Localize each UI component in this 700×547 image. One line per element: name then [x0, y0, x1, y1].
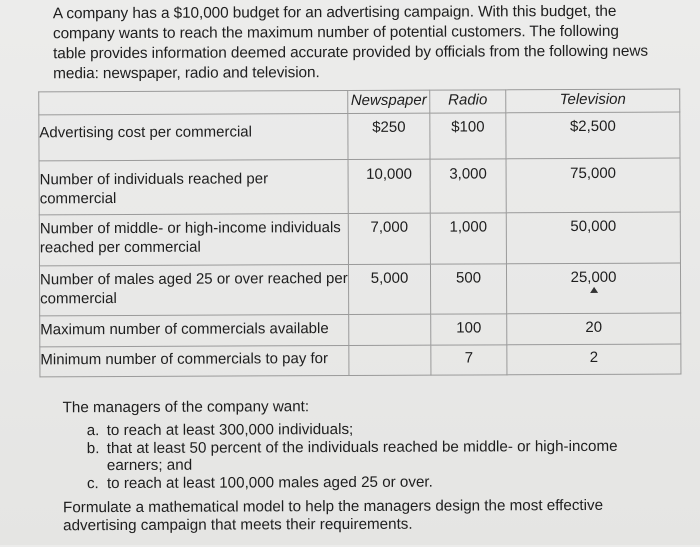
list-marker: a. — [86, 422, 100, 440]
list-item-text: to reach at least 100,000 males aged 25 or over. — [106, 473, 433, 493]
row-label-reach: Number of individuals reached per commercial — [39, 160, 348, 215]
requirements-list — [87, 420, 647, 493]
list-item-text: that at least 50 percent of the individuals reached be middle- or high-income earners; and — [106, 437, 618, 475]
list-item — [87, 420, 647, 439]
cell-television-min: 2 — [507, 344, 681, 375]
table-row — [39, 212, 680, 266]
row-label-min: Minimum number of commercials to pay for — [40, 346, 349, 377]
table-row — [39, 158, 680, 215]
cell-television-cost: $2,500 — [506, 112, 680, 159]
cell-radio-min: 7 — [431, 345, 507, 375]
task-paragraph: Formulate a mathematical model to help the managers design the most effective advertising campaign that meets their requirements. — [62, 496, 604, 535]
cell-newspaper-males: 5,000 — [348, 264, 430, 314]
list-item — [87, 438, 647, 474]
header-newspaper: Newspaper — [348, 90, 430, 113]
row-label-max: Maximum number of commercials available — [40, 315, 349, 347]
table-row — [39, 263, 680, 316]
cell-television-reach: 75,000 — [506, 158, 680, 213]
table-row — [39, 112, 680, 161]
cell-radio-reach: 3,000 — [430, 159, 506, 213]
cell-television-males-value: 25,000 — [570, 268, 617, 287]
table-header-row — [39, 89, 680, 115]
cursor-arrow-icon — [590, 287, 598, 293]
list-item — [87, 473, 647, 492]
list-item-text: to reach at least 300,000 individuals; — [106, 420, 354, 440]
cell-newspaper-income: 7,000 — [348, 213, 430, 264]
table-row — [40, 344, 681, 377]
header-radio: Radio — [430, 90, 506, 113]
cell-radio-income: 1,000 — [430, 213, 506, 264]
cell-radio-males: 500 — [430, 264, 506, 314]
cell-newspaper-max — [349, 314, 431, 345]
list-marker: c. — [86, 475, 99, 493]
table-row — [40, 313, 681, 347]
intro-paragraph: A company has a $10,000 budget for an advertising campaign. With this budget, the company wants to reach the maximum number of potential customers. The following table provides information deemed accurate provided by officials from the following news media: newspaper, radio and television. — [52, 2, 648, 83]
row-label-income: Number of middle- or high-income individuals reached per commercial — [39, 214, 348, 266]
cell-newspaper-reach: 10,000 — [348, 159, 430, 213]
cell-newspaper-cost: $250 — [348, 113, 430, 159]
requirements-intro: The managers of the company want: — [62, 398, 310, 417]
header-television: Television — [506, 89, 680, 113]
cell-television-males — [506, 263, 680, 314]
cell-newspaper-min — [349, 345, 431, 375]
cell-television-max: 20 — [507, 313, 681, 345]
cell-radio-cost: $100 — [430, 113, 506, 159]
row-label-males: Number of males aged 25 or over reached per commercial — [39, 265, 348, 316]
media-table — [38, 89, 681, 378]
row-label-cost: Advertising cost per commercial — [39, 114, 348, 161]
cell-television-income: 50,000 — [506, 212, 680, 264]
cell-radio-max: 100 — [431, 314, 507, 345]
header-blank-cell — [39, 91, 348, 115]
list-marker: b. — [86, 440, 100, 458]
